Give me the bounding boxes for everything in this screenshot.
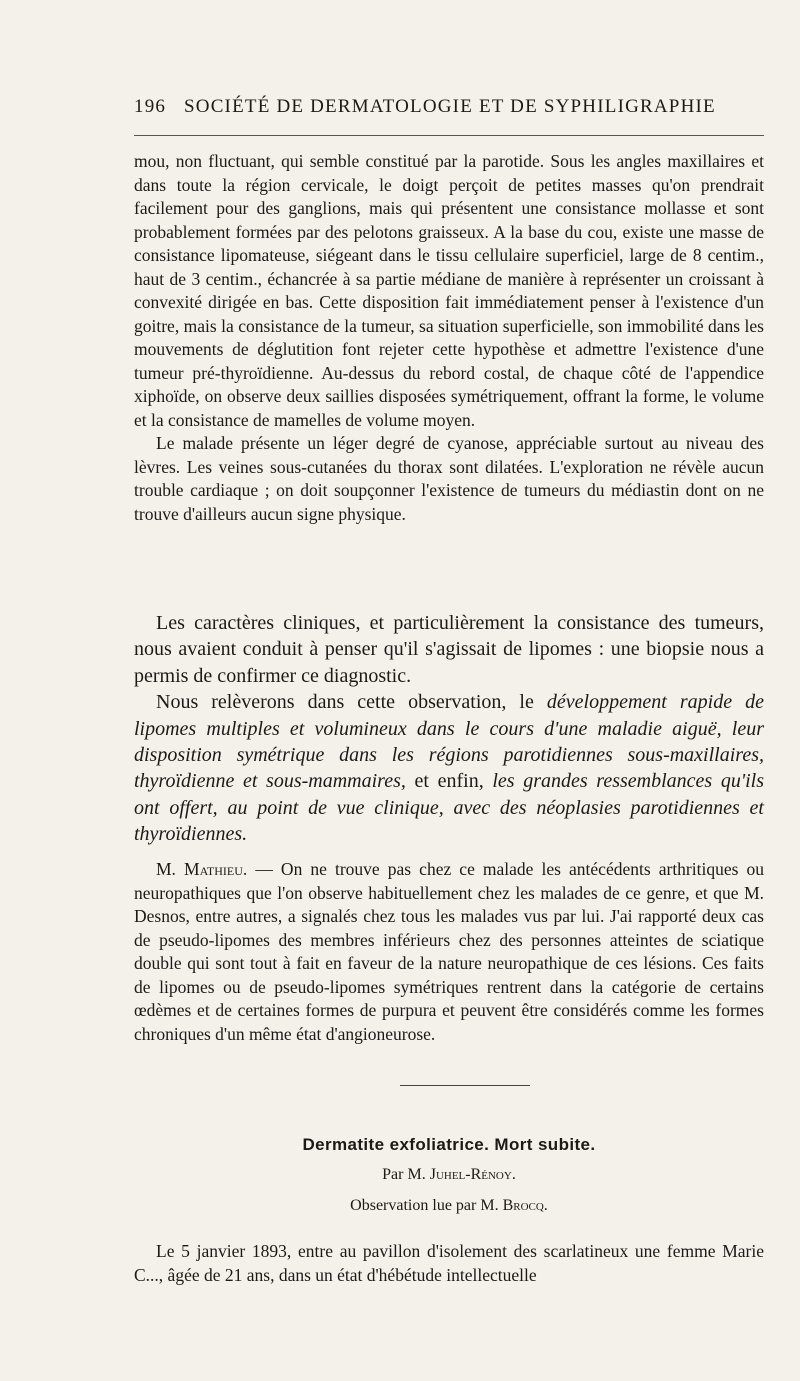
- paragraph-4-italic-1: développement rapide de lipomes multiples et volumineux dans le cours d'une maladie aiguë, leur disposition symétrique dans les régions parotidiennes sous-maxillaires, thyroïdienne et sous-mammaires,: [134, 691, 764, 793]
- discussion-block: [134, 858, 764, 1046]
- section-separator: [400, 1085, 530, 1086]
- observation-line: [134, 1197, 764, 1215]
- paragraph-4: [134, 689, 764, 847]
- running-header: [134, 96, 764, 118]
- running-title: SOCIÉTÉ DE DERMATOLOGIE ET DE SYPHILIGRAPHIE: [184, 96, 716, 117]
- paragraph-5: [134, 858, 764, 1046]
- speaker-name: M. Mathieu.: [156, 859, 248, 879]
- byline-author: Juhel-Rénoy.: [429, 1166, 516, 1183]
- case-block: [134, 1240, 764, 1287]
- paragraph-5-text: — On ne trouve pas chez ce malade les antécédents arthritiques ou neuropathiques que l'on observe habituellement chez les malades de ce genre, et que M. Desnos, entre autres, a signalés chez tous les malades vus par lui. J'ai rapporté deux cas de pseudo-lipomes des membres inférieurs chez des personnes atteintes de sciatique double qui sont tout à fait en faveur de la nature neuropathique de ces lésions. Ces faits de lipomes ou de pseudo-lipomes symétriques rentrent dans la catégorie de certains œdèmes et de certaines formes de purpura et peuvent être considérés comme les formes chroniques d'un même état d'angioneurose.: [134, 859, 765, 1044]
- paragraph-4-lead: Nous relèverons dans cette observation, le: [156, 691, 534, 714]
- page-number: 196: [134, 96, 167, 117]
- paragraph-4-italic-2: les grandes ressemblances qu'ils ont offert, au point de vue clinique, avec des néoplasies parotidiennes et thyroïdiennes.: [134, 770, 765, 846]
- paragraph-4-mid: et enfin,: [414, 770, 484, 793]
- paragraph-2: Le malade présente un léger degré de cyanose, appréciable surtout au niveau des lèvres. Les veines sous-cutanées du thorax sont dilatées. L'exploration ne révèle aucun trouble cardiaque ; on doit soupçonner l'existence de tumeurs du médiastin dont on ne trouve d'ailleurs aucun signe physique.: [134, 433, 764, 524]
- section-byline: [134, 1166, 764, 1184]
- observation-prefix: Observation lue par M.: [350, 1197, 499, 1214]
- paragraph-continuation: [134, 150, 764, 526]
- observation-author: Brocq.: [502, 1197, 548, 1214]
- paragraph-6: Le 5 janvier 1893, entre au pavillon d'isolement des scarlatineux une femme Marie C..., âgée de 21 ans, dans un état d'hébétude intellectuelle: [134, 1241, 764, 1285]
- conclusion-block: [134, 610, 764, 848]
- paragraph-3: Les caractères cliniques, et particulièrement la consistance des tumeurs, nous avaient conduit à penser qu'il s'agissait de lipomes : une biopsie nous a permis de confirmer ce diagnostic.: [134, 612, 764, 687]
- byline-prefix: Par M.: [382, 1166, 426, 1183]
- header-rule: [134, 135, 764, 136]
- section-title: Dermatite exfoliatrice. Mort subite.: [302, 1135, 596, 1154]
- paragraph-1: mou, non fluctuant, qui semble constitué par la parotide. Sous les angles maxillaires et dans toute la région cervicale, le doigt perçoit de petites masses qu'on prendrait facilement pour des ganglions, mais qui présentent une consistance mollasse et sont probablement formées par des pelotons graisseux. A la base du cou, existe une masse de consistance lipomateuse, siégeant dans le tissu cellulaire superficiel, large de 8 centim., haut de 3 centim., échancrée à sa partie médiane de manière à représenter un croissant à convexité dirigée en bas. Cette disposition fait immédiatement penser à l'existence d'un goitre, mais la consistance de la tumeur, sa situation superficielle, son immobilité dans les mouvements de déglutition font rejeter cette hypothèse et admettre l'existence d'une tumeur pré-thyroïdienne. Au-dessus du rebord costal, de chaque côté de l'appendice xiphoïde, on observe deux saillies disposées symétriquement, offrant la forme, le volume et la consistance de mamelles de volume moyen.: [134, 151, 764, 430]
